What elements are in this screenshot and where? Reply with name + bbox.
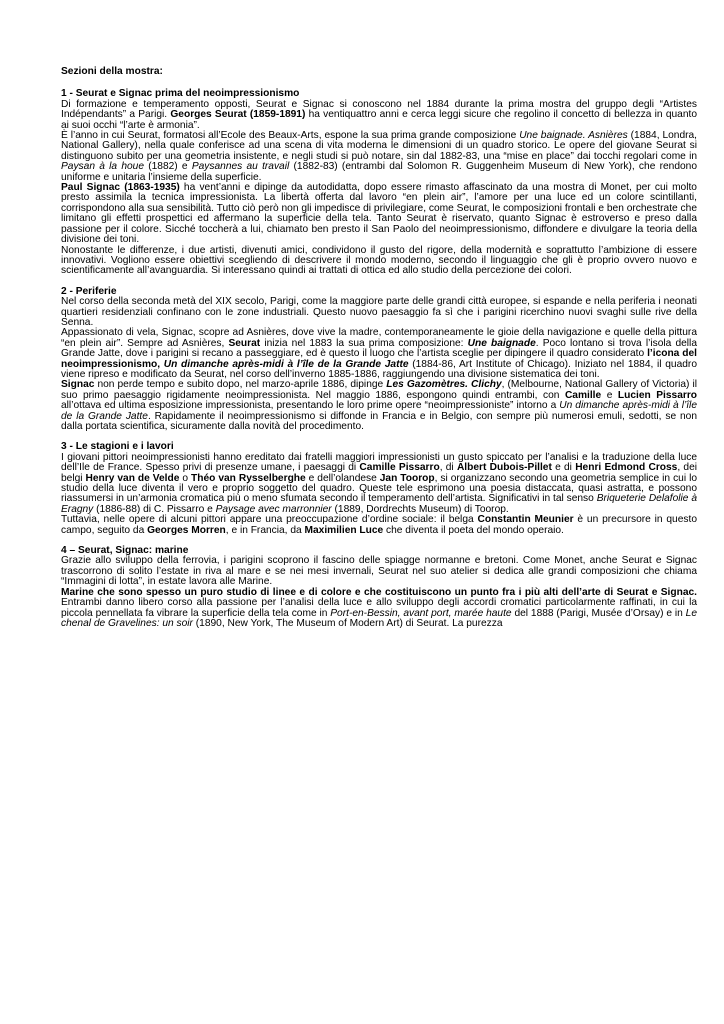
text-run: , (Melbourne, National Gallery of Victoria) il suo primo paesaggio rigidamente neoimpressionista. Nel maggio 1886, espongono quindi entrambi, con	[61, 379, 697, 401]
bold-text: Henri Edmond Cross	[575, 462, 678, 474]
bold-text: Lucien Pissarro	[617, 389, 698, 401]
text-run: . Poco lontano si trova l’isola della Grande Jatte, dove i parigini si recano a passeggiare, ed è questo il luogo che l’artista sceglie per dipingere il quadro considerato	[61, 337, 697, 360]
paragraph	[61, 515, 697, 536]
paragraph	[61, 453, 697, 515]
text-run: (1882) e	[143, 161, 192, 173]
section-heading: 4 – Seurat, Signac: marine	[61, 545, 189, 557]
italic-text: Paysan à la houe	[61, 161, 144, 173]
paragraph	[61, 100, 697, 131]
text-run: all’ottava ed ultima esposizione impressionista, presentando le loro prime opere “neoimpressioniste” intorno a	[61, 400, 560, 412]
text-run: I giovani pittori neoimpressionisti hanno ereditato dai fratelli maggiori impressionisti un gusto spiccato per l’analisi e la traduzione della luce dell’Ile de France. Spesso privi di presenze umane, i paesaggi di	[61, 451, 697, 474]
section-1	[61, 89, 697, 276]
bold-italic-text: Les Gazomètres. Clichy	[386, 379, 502, 391]
bold-text: Henry van de Velde	[85, 472, 180, 484]
paragraph	[61, 380, 697, 432]
text-run: Entrambi danno libero corso alla passione per l’analisi della luce e allo sviluppo degli accordi cromatici particolarmente raffinati, in cui la piccola pennellata fa vibrare la superficie della tela come in	[61, 597, 697, 619]
bold-text: Seurat	[228, 337, 261, 349]
italic-text: Le chenal de Gravelines: un soir	[61, 607, 697, 629]
text-run: Di formazione e temperamento opposti, Seurat e Signac si conoscono nel 1884 durante la prima mostra del gruppo degli “Artistes Indépendants” a Parigi.	[61, 98, 697, 121]
text-run: (1884, Londra, National Gallery), nella quale conferisce ad una scena di vita moderna le dimensioni di un quadro storico. Le opere del giovane Seurat si distinguono subito per una geometria insistente, e negli studi si può notare, sin dal 1882-83, una “mise en place” dai tocchi regolari come in	[61, 130, 697, 162]
bold-text: Théo van Rysselberghe	[191, 472, 306, 484]
text-run: o	[179, 472, 192, 484]
section-2	[61, 287, 697, 433]
document-title: Sezioni della mostra:	[61, 66, 163, 77]
section-heading: 1 - Seurat e Signac prima del neoimpressionismo	[61, 88, 300, 100]
section-4	[61, 546, 697, 629]
text-run: ha vent’anni e dipinge da autodidatta, dopo essere rimasto affascinato da una mostra di Monet, per cui molto presto assimila la tecnica impressionista. La libertà offerta dal lavoro “en plein air”, l’amore per una luce ed un colore scintillanti, corrispondono alla sua sensibilità. Tutto ciò però non gli impedisce di privilegiare, come Seurat, le composizioni frontali e ben orchestrate che limitano gli effetti prospettici ed affermano la superficie della tela. Tanto Seurat è riservato, quanto Signac è estroverso e preso dalla passione per il colore. Sicché toccherà a lui, chiamato ben presto il San Paolo del neoimpressionismo, diffondere e divulgare la teoria della divisione dei toni.	[61, 182, 697, 246]
bold-text: Georges Morren	[147, 524, 226, 536]
paragraph	[61, 556, 697, 587]
text-run: Nonostante le differenze, i due artisti, divenuti amici, condividono il gusto del rigore, della modernità e soprattutto l’ambizione di essere innovativi. Vogliono essere obiettivi scegliendo di descrivere il mondo moderno, secondo il linguaggio che gli è proprio ovvero nuovo e scientificamente all’avanguardia. Si interessano quindi ai trattati di ottica ed allo studio della percezione dei colori.	[61, 244, 697, 277]
bold-text: Jan Toorop	[379, 472, 435, 484]
text-run: , e in Francia, da	[225, 524, 305, 536]
italic-text: Paysage avec marronnier	[215, 503, 332, 515]
text-run: del 1888 (Parigi, Musée d’Orsay) e in	[511, 607, 686, 619]
text-run: (1889, Dordrechts Museum) di Toorop.	[331, 503, 509, 515]
bold-italic-text: Un dimanche après-midi à l’île de la Grande Jatte	[163, 358, 409, 370]
bold-text: Georges Seurat (1859-1891)	[170, 109, 306, 121]
section-heading: 2 - Periferie	[61, 285, 117, 297]
document-body	[61, 67, 697, 629]
text-run: e dell’olandese	[305, 472, 380, 484]
text-run: inizia nel 1883 la sua prima composizione:	[260, 337, 468, 349]
paragraph	[61, 328, 697, 380]
bold-text: Albert Dubois-Pillet	[456, 462, 552, 474]
text-run: e di	[551, 462, 576, 474]
bold-italic-text: Une baignade	[467, 337, 536, 349]
text-run: Tuttavia, nelle opere di alcuni pittori appare una preoccupazione d’ordine sociale: il belga	[61, 514, 478, 526]
text-run: È l’anno in cui Seurat, formatosi all’Ecole des Beaux-Arts, espone la sua prima grande composizione	[61, 130, 520, 142]
paragraph	[61, 183, 697, 245]
bold-text: Camille Pissarro	[359, 462, 440, 474]
text-run: Grazie allo sviluppo della ferrovia, i parigini scoprono il fascino delle spiagge normanne e bretoni. Come Monet, anche Seurat e Signac trascorrono di solito l’estate in riva al mare e se nei mesi invernali, Seurat nel suo atelier si dedica alle grandi composizioni che chiama “Immagini di lotta”, in estate lavora alle Marine.	[61, 555, 697, 588]
text-run: (1886-88) di C. Pissarro e	[93, 503, 216, 515]
bold-text: l’icona del neoimpressionismo,	[61, 348, 697, 370]
text-run: (1890, New York, The Museum of Modern Art) di Seurat. La purezza	[192, 617, 503, 629]
paragraph	[61, 246, 697, 277]
bold-text: Camille	[564, 389, 602, 401]
italic-text: Un dimanche après-midi à l’île de la Grande Jatte	[61, 400, 697, 422]
text-run: , dei belgi	[61, 462, 698, 484]
text-run: e	[601, 389, 618, 401]
bold-text: Constantin Meunier	[477, 514, 574, 526]
bold-text: Marine che sono spesso un puro studio di linee e di colore e che costituiscono un punto fra i più alti dell’arte di Seurat e Signac.	[61, 586, 697, 598]
text-run: Appassionato di vela, Signac, scopre ad Asnières, dove vive la madre, contemporaneamente le gioie della navigazione e quelle della pittura “en plein air”. Sempre ad Asnières,	[61, 327, 697, 349]
bold-text: Maximilien Luce	[304, 524, 384, 536]
text-run: , si organizzano secondo una geometria semplice in cui lo studio della luce diventa il vero e proprio soggetto del quadro. Queste tele esprimono una poesia distaccata, quasi astratta, e possono riassumersi in un’armonia cromatica più o meno sfumata secondo il temperamento dell’artista. Significativi in tal senso	[61, 472, 698, 505]
text-run: non perde tempo e subito dopo, nel marzo-aprile 1886, dipinge	[94, 379, 387, 391]
italic-text: Paysannes au travail	[191, 161, 290, 173]
italic-text: Une baignade. Asnières	[519, 130, 628, 142]
sections-container	[61, 89, 697, 629]
section-3	[61, 442, 697, 536]
text-run: Nel corso della seconda metà del XIX secolo, Parigi, come la maggiore parte delle grandi città europee, si espande e nella periferia i neonati quartieri residenziali confinano con le zone industriali. Questo nuovo paesaggio fa sì che i parigini ricerchino nuovi svaghi sulle rive della Senna.	[61, 296, 697, 328]
italic-text: Briqueterie Delafolie à Eragny	[61, 493, 697, 515]
paragraph	[61, 297, 697, 328]
paragraph	[61, 588, 697, 630]
bold-text: Paul Signac (1863-1935)	[61, 182, 180, 194]
text-run: ha ventiquattro anni e cerca leggi sicure che regolino il concetto di bellezza in quanto ai suoi occhi “l’arte è armonia”.	[61, 109, 697, 131]
italic-text: Port-en-Bessin, avant port, marée haute	[330, 607, 512, 619]
text-run: , di	[439, 462, 457, 474]
bold-text: Signac	[61, 379, 95, 391]
paragraph	[61, 131, 697, 183]
section-heading: 3 - Le stagioni e i lavori	[61, 441, 174, 453]
text-run: (1884-86, Art Institute of Chicago). Iniziato nel 1884, il quadro viene ripreso e modificato da Seurat, nel corso dell’inverno 1885-1886, raggiungendo una divisione sistematica dei toni.	[61, 358, 697, 380]
text-run: (1882-83) (entrambi dal Solomon R. Guggenheim Museum di New York), che rendono uniforme e unitaria l’insieme della superficie.	[61, 161, 697, 183]
text-run: è un precursore in questo campo, seguito da	[61, 514, 697, 536]
text-run: che diventa il poeta del mondo operaio.	[383, 524, 564, 536]
text-run: . Rapidamente il neoimpressionismo si diffonde in Francia e in Belgio, con sempre più numerosi emuli, sedotti, se non dalla portata scientifica, sicuramente dalla novità del procedimento.	[61, 410, 697, 432]
